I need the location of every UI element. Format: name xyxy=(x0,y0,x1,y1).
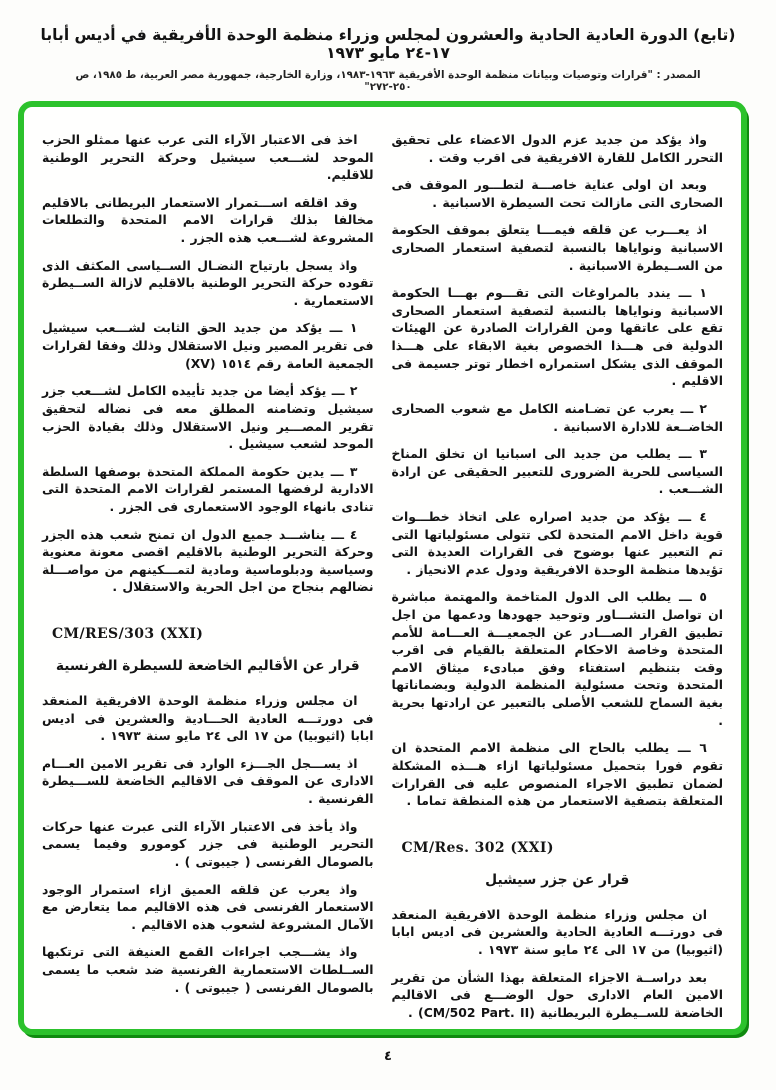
paragraph: ٤ ـــ يؤكد من جديد اصراره على اتخاذ خطـــوات قوية داخل الامم المتحدة لكى تتولى مسئولياتها التى تم التعبير عنها بوضوح فى القرارات العديدة التى تؤيدها منظمة الوحدة الافريقية ودول عدم الانحياز . xyxy=(391,508,723,577)
column-left xyxy=(42,131,374,995)
page-header xyxy=(0,26,776,93)
paragraph: ٢ ـــ يؤكد أيضا من جديد تأييده الكامل لشـــعب جزر سيشيل وتضامنه المطلق معه فى نضاله لتحقيق تقرير المصـــير ونيل الاستقلال وذلك بقيادة الحزب الموحد لشعب سيشيل . xyxy=(42,383,374,452)
green-border-frame xyxy=(18,101,747,1035)
text-columns xyxy=(24,107,741,1020)
paragraph: واذ يعرب عن قلقه العميق ازاء استمرار الوجود الاستعمار الفرنسى فى هذه الاقاليم مما يتعارض مع الآمال المشروعة لشعوب هذه الاقاليم . xyxy=(42,881,374,932)
paragraph: واذ يؤكد من جديد عزم الدول الاعضاء على تحقيق التحرر الكامل للقارة الافريقية فى اقرب وقت . xyxy=(391,132,723,165)
resolution-title: قرار عن جزر سيشيل xyxy=(485,871,630,888)
column-right xyxy=(391,131,724,1020)
page-number: ٤ xyxy=(384,1049,392,1064)
paragraph: واذ يأخذ فى الاعتبار الآراء التى عبرت عنها حركات التحرير الوطنية فى جزر كومورو وفيما يسمى بالصومال الفرنسى ( جيبوتى ) . xyxy=(42,818,374,869)
paragraph: وقد اقلقه اســـتمرار الاستعمار البريطانى بالاقليم مخالفا بذلك قرارات الامم المتحدة والتطلعات المشروعة لشـــعب هذه الجزر . xyxy=(42,194,374,246)
resolution-code: CM/RES/303 (XXI) xyxy=(52,626,204,643)
source-citation: المصدر : "قرارات وتوصيات وبيانات منظمة الوحدة الأفريقية ١٩٦٣-١٩٨٣، وزارة الخارجية، جمهورية مصر العربية، ط ١٩٨٥، ص ٢٥٠-٢٧٢" xyxy=(75,69,701,93)
paragraph: وبعد ان اولى عناية خاصـــة لتطـــور الموقف فى الصحارى التى مازالت تحت السيطرة الاسبانية . xyxy=(391,177,723,210)
paragraph: ٣ ـــ يطلب من جديد الى اسبانيا ان تخلق المناخ السياسى للحرية الضرورى للتعبير الحقيقى عن ارادة الشـــعب . xyxy=(391,446,723,497)
paragraph: ١ ـــ يندد بالمراوغات التى تقـــوم بهـــا الحكومة الاسبانية ونواياها بالنسبة لتصفية استعمار الصحارى تقع على عاتقها ومن القرارات الصادرة عن الهيئات الدولية فى هـــذا الخصوص بغية الابقاء على هـــذا الموقف الذى يشكل استمراره اخطار توتر جسيمة فى الاقليم . xyxy=(391,285,723,389)
resolution-code: CM/Res. 302 (XXI) xyxy=(401,839,554,856)
paragraph: واذ يسجل بارتياح النضـال الســياسى المكثف الذى تقوده حركة التحرير الوطنية بالاقليم لازالة الســيطرة الاستعمارية . xyxy=(42,257,374,308)
paragraph: ٥ ـــ يطلب الى الدول المتاخمة والمهتمة مباشرة ان تواصل التشـــاور وتوحيد جهودها ودعمها من اجل تطبيق القرار الصـــادر عن الجمعيـــة العـــامة للأمم المتحدة وخاصة الاحكام المتعلقة بالقيام فى اقرب وقت بتنظيم استفتاء وفق مبادىء ميثاق الامم المتحدة وتحت مسئولية المنظمة الدولية وبضماناتها بغية السماح للشعب الأصلى بالتعبير عن ارادتها بحرية . xyxy=(391,589,723,728)
paragraph: ٢ ـــ يعرب عن تضـامنه الكامل مع شعوب الصحارى الخاضــعة للادارة الاسبانية . xyxy=(391,400,723,434)
resolution-title: قرار عن الأقاليم الخاضعة للسيطرة الفرنسية xyxy=(55,658,360,675)
paragraph: اذ يســـجل الجـــزء الوارد فى تقرير الامين العـــام الادارى عن الموقف فى الاقاليم الخاضعة للســـيطرة الفرنسية . xyxy=(42,755,374,807)
paragraph: ٦ ـــ يطلب بالحاح الى منظمة الامم المتحدة ان تقوم فورا بتحميل مسئولياتها ازاء هـــذه المشكلة لضمان تطبيق الاجراء المنصوص عليه فى القرارات المتعلقة بتصفية الاستعمار من هذه المنطقة تماما . xyxy=(391,740,723,809)
paragraph: واذ يشـــجب اجراءات القمع العنيفة التى ترتكبها الســلطات الاستعمارية الفرنسية ضد شعب ما يسمى بالصومال الفرنسى ( جيبوتى ) . xyxy=(42,944,374,995)
paragraph: اذ يعـــرب عن قلقه فيمـــا يتعلق بموقف الحكومة الاسبانية ونواياها بالنسبة لتصفية استعمار الصحارى من الســيطرة الاسبانية . xyxy=(391,222,723,273)
paragraph: ١ ـــ يؤكد من جديد الحق الثابت لشـــعب سيشيل فى تقرير المصير ونيل الاستقلال وذلك وفقا لقرارات الجمعية العامة رقم ١٥١٤ (XV) xyxy=(42,320,374,371)
paragraph: اخذ فى الاعتبار الآراء التى عرب عنها ممثلو الحزب الموحد لشـــعب سيشيل وحركة التحرير الوطنية للاقليم. xyxy=(42,132,374,183)
paragraph: بعد دراســة الاجزاء المتعلقة بهذا الشأن من تقرير الامين العام الادارى حول الوضـــع فى الاقاليم الخاضعة للســيطرة البريطانية (CM/502 Part. II) . xyxy=(391,969,723,1020)
session-title: (تابع) الدورة العادية الحادية والعشرون لمجلس وزراء منظمة الوحدة الأفريقية في أديس أبابا ١٧-٢٤ مايو ١٩٧٣ xyxy=(40,26,736,62)
paragraph: ان مجلس وزراء منظمة الوحدة الافريقية المنعقد فى دورتـــه العادية الحـــادية والعشرين فى اديس ابابا (اثيوبيا) من ١٧ الى ٢٤ مايو سنة ١٩٧٣ . xyxy=(42,693,374,744)
paragraph: ٤ ـــ يناشـــد جميع الدول ان تمنح شعب هذه الجزر وحركة التحرير الوطنية بالاقليم اقصى معونة معنوية وسياسية ودبلوماسية ومادية لتمـــكينهم من مواصـــلة نضالهم بنجاح من اجل الحرية والاستقلال . xyxy=(42,526,374,595)
paragraph: ٣ ـــ يدين حكومة المملكة المتحدة بوصفها السلطة الادارية لرفضها المستمر لقرارات الامم المتحدة التى تنادى بانهاء الوجود الاستعمارى فى الجزر . xyxy=(42,463,374,514)
paragraph: ان مجلس وزراء منظمة الوحدة الافريقية المنعقد فى دورتـــه العادية الحادية والعشرين فى اديس ابابا (اثيوبيا) من ١٧ الى ٢٤ مايو سنة ١٩٧٣ . xyxy=(391,906,723,957)
